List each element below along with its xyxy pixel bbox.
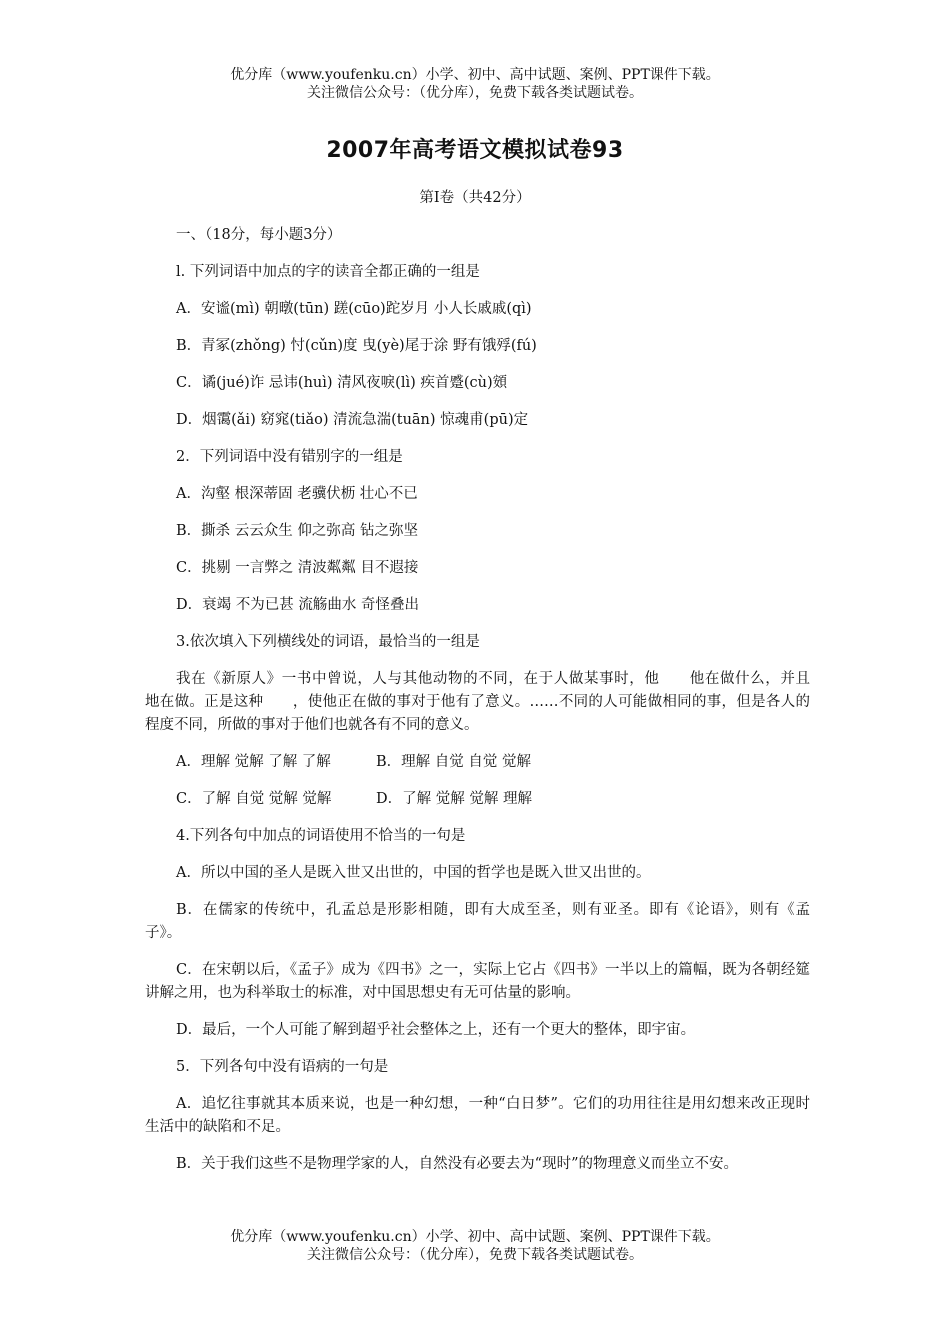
q3-option-c: C．了解 自觉 觉解 觉解 <box>176 791 332 807</box>
section-heading: 一、（18分，每小题3分） <box>176 227 342 243</box>
q2-option-d: D．衰竭 不为已甚 流觞曲水 奇怪叠出 <box>176 597 419 613</box>
q5-option-a: A．追忆往事就其本质来说，也是一种幻想，一种“白日梦”。它们的功用往往是用幻想来改正现时生活中的缺陷和不足。 <box>145 1096 810 1135</box>
header-line-1: 优分库（www.youfenku.cn）小学、初中、高中试题、案例、PPT课件下载。 <box>230 67 720 83</box>
q4-option-c: C．在宋朝以后，《孟子》成为《四书》之一，实际上它占《四书》一半以上的篇幅，既为各朝经筵讲解之用，也为科举取士的标准，对中国思想史有无可估量的影响。 <box>145 962 810 1001</box>
q1-stem: l. 下列词语中加点的字的读音全都正确的一组是 <box>176 264 480 280</box>
page-footer <box>0 1228 950 1264</box>
q1-option-a: A．安谧(mì) 朝暾(tūn) 蹉(cūo)跎岁月 小人长戚戚(qì) <box>176 301 532 317</box>
q1-option-d: D．烟霭(ǎi) 窈窕(tiǎo) 清流急湍(tuān) 惊魂甫(pū)定 <box>176 412 529 428</box>
q4-option-b: B．在儒家的传统中，孔孟总是形影相随，即有大成至圣，则有亚圣。即有《论语》，则有《孟子》。 <box>145 902 810 941</box>
footer-line-1: 优分库（www.youfenku.cn）小学、初中、高中试题、案例、PPT课件下载。 <box>230 1229 720 1245</box>
footer-line-2: 关注微信公众号：（优分库），免费下载各类试题试卷。 <box>307 1247 643 1263</box>
q2-option-b: B．撕杀 云云众生 仰之弥高 钻之弥坚 <box>176 523 418 539</box>
q2-option-a: A．沟壑 根深蒂固 老骥伏枥 壮心不已 <box>176 486 418 502</box>
q3-passage: 我在《新原人》一书中曾说，人与其他动物的不同，在于人做某事时，他 他在做什么，并且 地在做。正是这种 ，使他正在做的事对于他有了意义。……不同的人可能做相同的事，但是各人的 程度不同，所做的事对于他们也就各有不同的意义。 <box>145 671 839 733</box>
q4-stem: 4.下列各句中加点的词语使用不恰当的一句是 <box>176 828 466 844</box>
q5-stem: 5．下列各句中没有语病的一句是 <box>176 1059 389 1075</box>
volume-heading: 第I卷（共42分） <box>419 190 531 206</box>
page-header <box>0 66 950 102</box>
q1-option-b: B．青冢(zhǒng) 忖(cǔn)度 曳(yè)尾于涂 野有饿殍(fú) <box>176 338 537 354</box>
q5-option-b: B．关于我们这些不是物理学家的人，自然没有必要去为“现时”的物理意义而坐立不安。 <box>176 1156 738 1172</box>
q3-options-row-1 <box>145 751 810 774</box>
header-line-2: 关注微信公众号：（优分库），免费下载各类试题试卷。 <box>307 85 643 101</box>
q3-option-b: B．理解 自觉 自觉 觉解 <box>376 754 531 770</box>
q4-option-d: D．最后，一个人可能了解到超乎社会整体之上，还有一个更大的整体，即宇宙。 <box>176 1022 696 1038</box>
q2-option-c: C．挑剔 一言弊之 清波粼粼 目不遐接 <box>176 560 419 576</box>
q1-option-c: C．谲(jué)诈 忌讳(huì) 清风夜唳(lì) 疾首蹙(cù)頞 <box>176 375 508 391</box>
q2-stem: 2．下列词语中没有错别字的一组是 <box>176 449 403 465</box>
q3-options-row-2 <box>145 788 810 811</box>
q3-option-a: A．理解 觉解 了解 了解 <box>176 754 331 770</box>
q3-option-d: D．了解 觉解 觉解 理解 <box>376 791 532 807</box>
exam-content <box>145 224 839 1190</box>
exam-title: 2007年高考语文模拟试卷93 <box>326 138 624 163</box>
q4-option-a: A．所以中国的圣人是既入世又出世的，中国的哲学也是既入世又出世的。 <box>176 865 651 881</box>
q3-stem: 3.依次填入下列横线处的词语，最恰当的一组是 <box>176 634 480 650</box>
